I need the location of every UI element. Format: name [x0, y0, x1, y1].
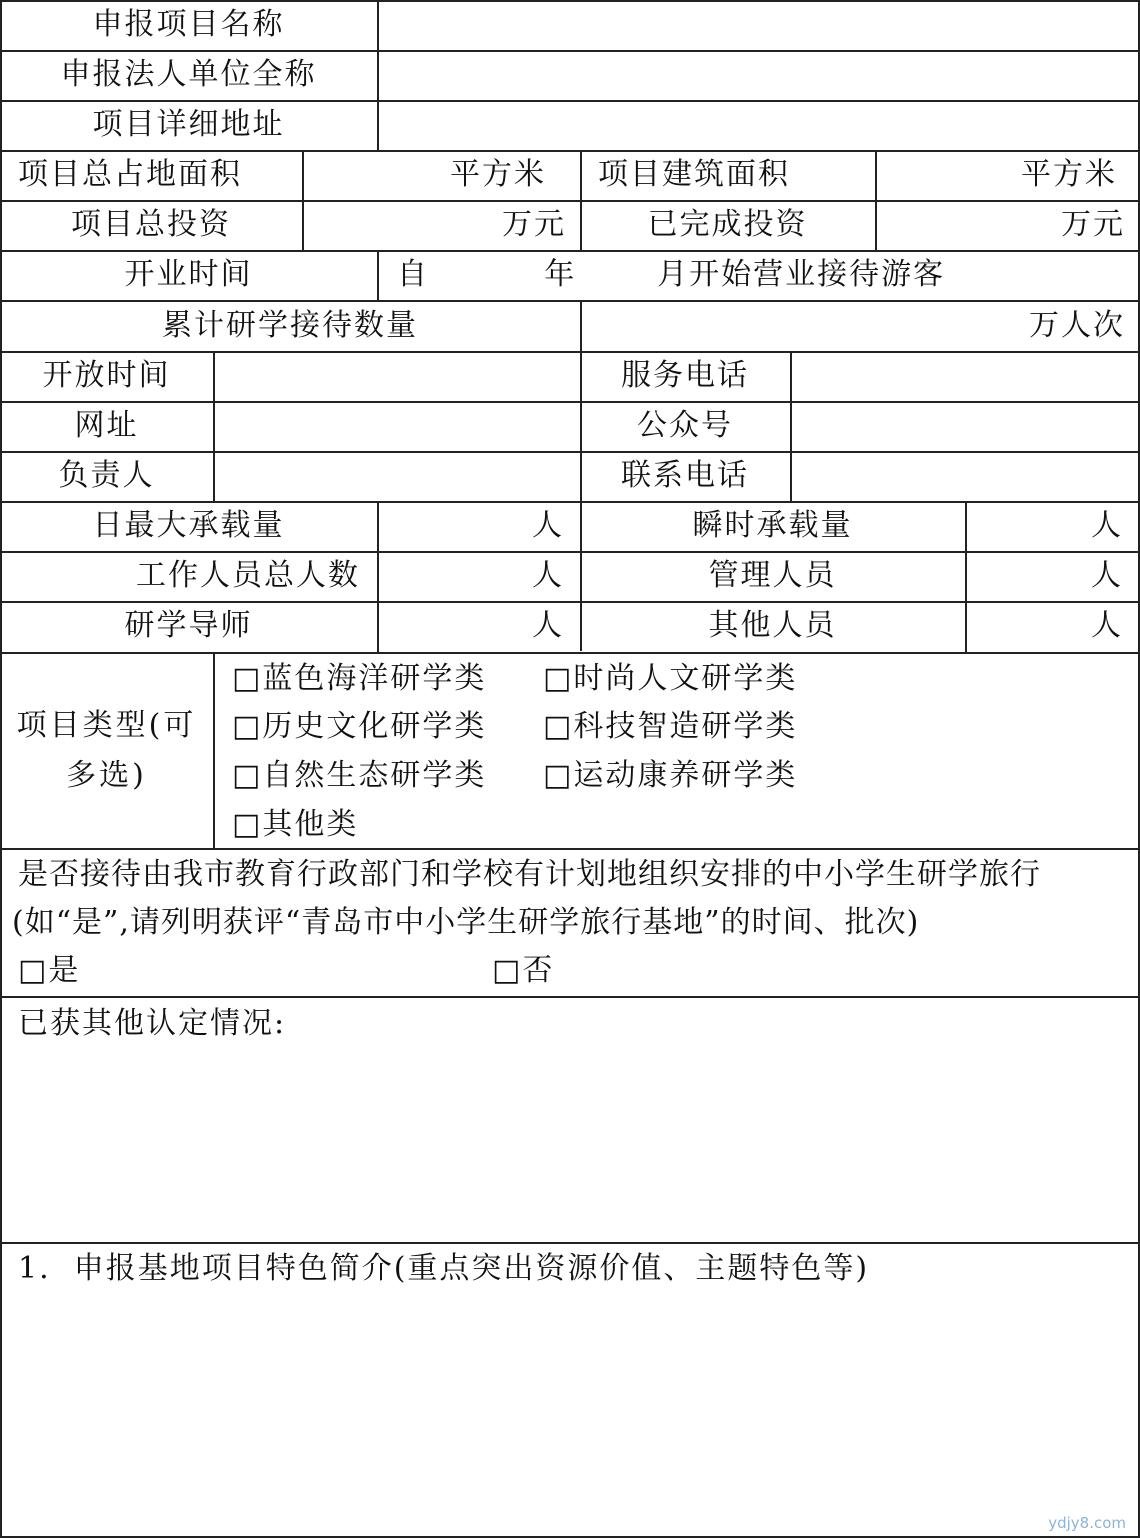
others-unit: 人: [1091, 608, 1123, 643]
tutors-label: 研学导师: [124, 608, 253, 643]
instant-capacity-label: 瞬时承载量: [692, 508, 853, 543]
type-option-tech[interactable]: □科技智造研学类: [543, 709, 798, 744]
intro-label: 1. 申报基地项目特色简介(重点突出资源价值、主题特色等): [18, 1251, 870, 1286]
contact-person-label: 负责人: [58, 458, 155, 493]
daily-capacity-unit: 人: [532, 508, 564, 543]
website-label: 网址: [74, 408, 139, 443]
contact-phone-label: 联系电话: [621, 458, 749, 493]
study-visitors-unit: 万人次: [1029, 308, 1125, 343]
completed-investment-label: 已完成投资: [647, 207, 808, 242]
type-option-ocean[interactable]: □蓝色海洋研学类: [232, 661, 487, 696]
others-label: 其他人员: [708, 608, 837, 643]
type-option-culture[interactable]: □时尚人文研学类: [543, 661, 798, 696]
legal-unit-label: 申报法人单位全称: [60, 57, 317, 92]
type-option-sport[interactable]: □运动康养研学类: [543, 758, 798, 793]
building-area-unit: 平方米: [1021, 157, 1117, 192]
instant-capacity-unit: 人: [1091, 508, 1123, 543]
address-label: 项目详细地址: [92, 107, 285, 142]
study-visitors-label: 累计研学接待数量: [162, 308, 418, 343]
staff-total-unit: 人: [532, 558, 564, 593]
tutors-unit: 人: [532, 608, 564, 643]
public-account-label: 公众号: [637, 408, 733, 443]
staff-total-label: 工作人员总人数: [136, 558, 360, 593]
school-trip-note: (如“是”,请列明获评“青岛市中小学生研学旅行基地”的时间、批次): [12, 905, 920, 940]
option-no[interactable]: □否: [492, 953, 555, 988]
project-type-label-cont: 多选): [66, 758, 147, 793]
school-trip-question: 是否接待由我市教育行政部门和学校有计划地组织安排的中小学生研学旅行: [18, 857, 1041, 892]
open-hours-label: 开放时间: [42, 358, 171, 393]
total-investment-unit: 万元: [502, 207, 566, 242]
project-name-label: 申报项目名称: [92, 7, 285, 42]
type-option-other[interactable]: □其他类: [232, 807, 359, 842]
completed-investment-unit: 万元: [1061, 207, 1125, 242]
building-area-label: 项目建筑面积: [598, 157, 790, 192]
managers-label: 管理人员: [708, 558, 837, 593]
opening-time-text: 自 年 月开始营业接待游客: [397, 257, 946, 292]
total-area-label: 项目总占地面积: [18, 157, 242, 192]
type-option-nature[interactable]: □自然生态研学类: [232, 758, 487, 793]
opening-time-label: 开业时间: [124, 257, 253, 292]
daily-capacity-label: 日最大承载量: [92, 508, 285, 543]
option-yes[interactable]: □是: [18, 953, 81, 988]
managers-unit: 人: [1091, 558, 1123, 593]
project-type-label: 项目类型(可: [16, 708, 197, 743]
other-certifications-label: 已获其他认定情况:: [18, 1006, 287, 1041]
total-investment-label: 项目总投资: [71, 207, 231, 242]
service-phone-label: 服务电话: [621, 358, 749, 393]
total-area-unit: 平方米: [450, 157, 546, 192]
watermark: ydjy8.com: [1048, 1514, 1126, 1532]
type-option-history[interactable]: □历史文化研学类: [232, 709, 487, 744]
